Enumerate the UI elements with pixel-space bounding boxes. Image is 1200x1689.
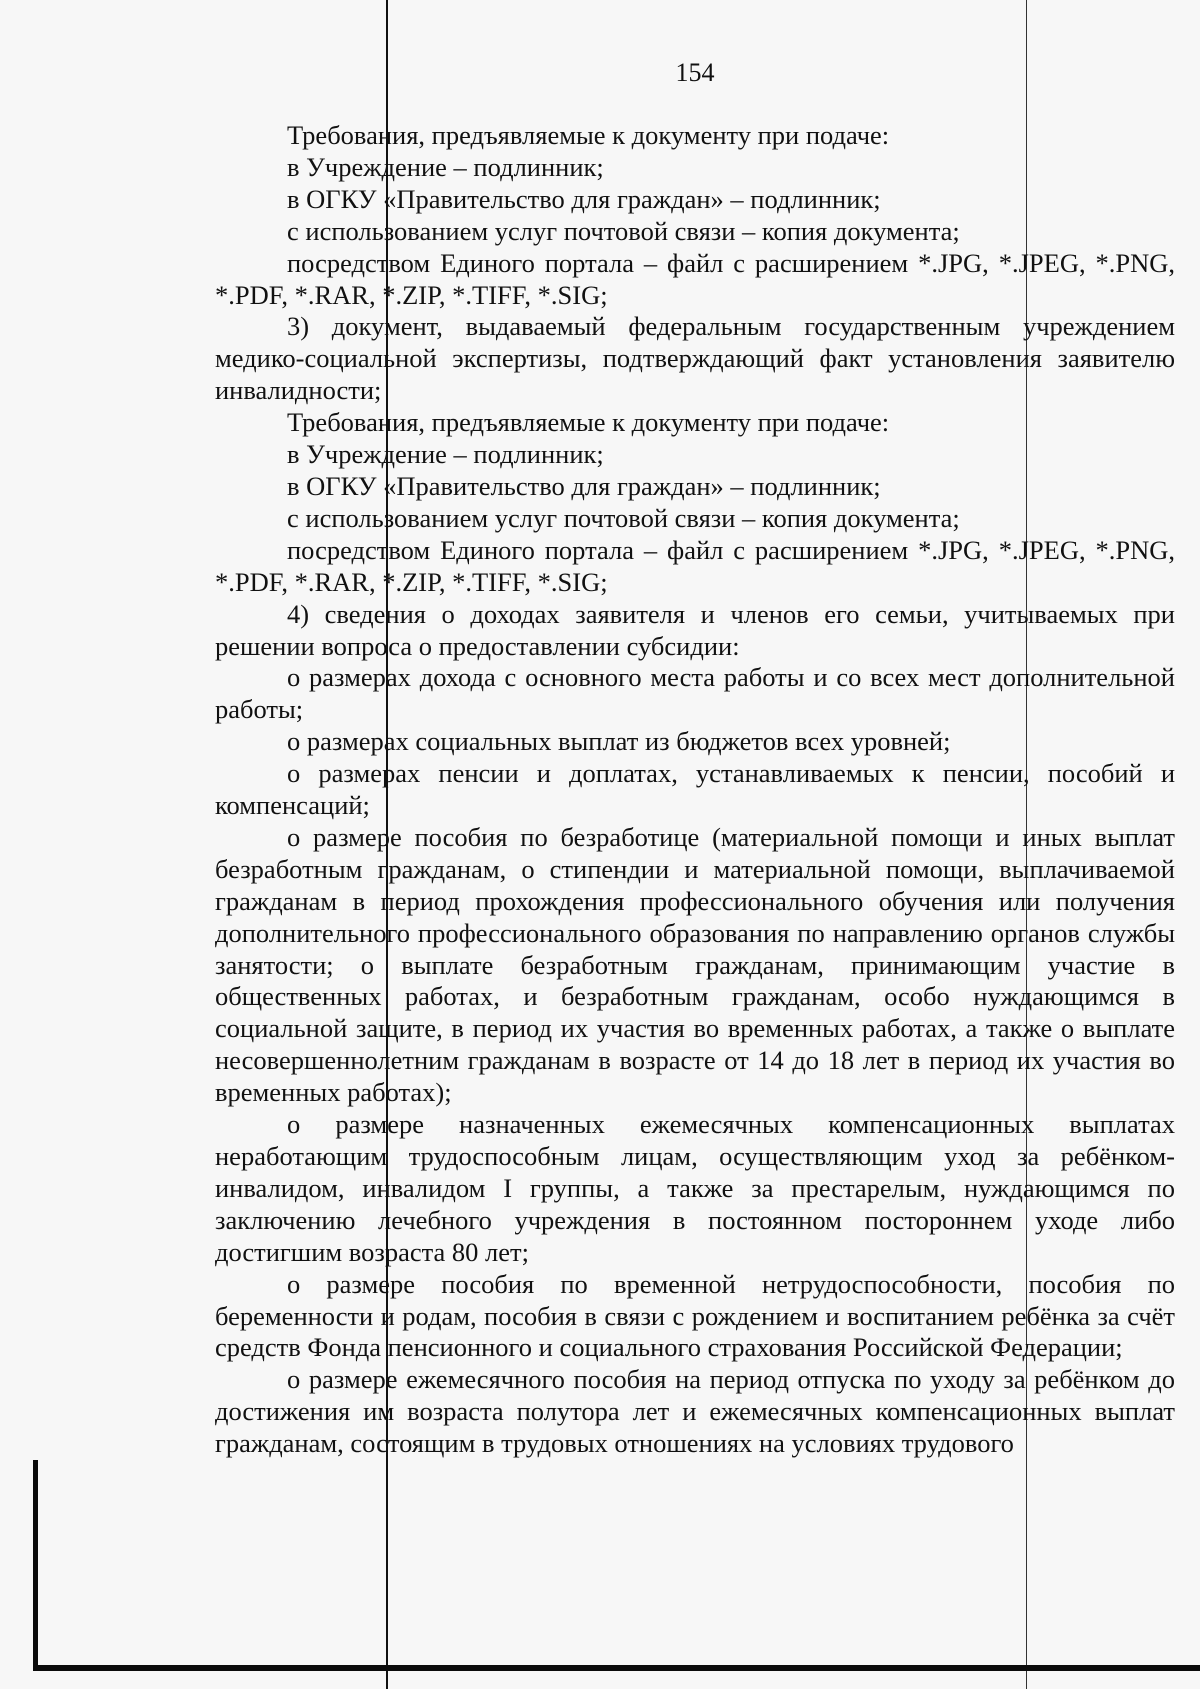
paragraph: о размерах пенсии и доплатах, устанавливаемых к пенсии, пособий и компенсаций; (215, 758, 1175, 821)
paragraph: в ОГКУ «Правительство для граждан» – подлинник; (287, 470, 881, 501)
paragraph: с использованием услуг почтовой связи – копия документа; (287, 502, 960, 533)
paragraph: о размере назначенных ежемесячных компенсационных выплатах неработающим трудоспособным лицам, осуществляющим уход за ребёнком-инвалидом, инвалидом I группы, а также за престарелым, нуждающимся по заключению лечебного учреждения в постоянном постороннем уходе либо достигшим возраста 80 лет; (215, 1109, 1175, 1267)
paragraph: о размере ежемесячного пособия на период отпуска по уходу за ребёнком до достижения им возраста полутора лет и ежемесячных компенсационных выплат гражданам, состоящим в трудовых отношениях на условиях трудового (215, 1364, 1175, 1459)
scan-artifact-left-edge (33, 1460, 38, 1671)
paragraph: в Учреждение – подлинник; (287, 151, 604, 182)
paragraph: в Учреждение – подлинник; (287, 439, 604, 470)
paragraph: о размере пособия по безработице (материальной помощи и иных выплат безработным гражданам, о стипендии и материальной помощи, выплачиваемой гражданам в период прохождения профессионального обучения или получения дополнительного профессионального образования по направлению органов службы занятости; о выплате безработным гражданам, принимающим участие в общественных работах, и безработным гражданам, особо нуждающимся в социальной защите, в период их участия во временных работах, а также о выплате несовершеннолетним гражданам в возрасте от 14 до 18 лет в период их участия во временных работах); (215, 821, 1175, 1108)
document-body (215, 120, 1175, 1460)
paragraph: о размерах дохода с основного места работы и со всех мест дополнительной работы; (215, 662, 1175, 725)
paragraph: посредством Единого портала – файл с расширением *.JPG, *.JPEG, *.PNG, *.PDF, *.RAR, *.ZIP, *.TIFF, *.SIG; (215, 247, 1175, 310)
paragraph: с использованием услуг почтовой связи – копия документа; (287, 215, 960, 246)
paragraph: Требования, предъявляемые к документу при подаче: (287, 407, 890, 438)
paragraph: в ОГКУ «Правительство для граждан» – подлинник; (287, 183, 881, 214)
paragraph: посредством Единого портала – файл с расширением *.JPG, *.JPEG, *.PNG, *.PDF, *.RAR, *.ZIP, *.TIFF, *.SIG; (215, 534, 1175, 597)
paragraph: о размере пособия по временной нетрудоспособности, пособия по беременности и родам, пособия в связи с рождением и воспитанием ребёнка за счёт средств Фонда пенсионного и социального страхования Российской Федерации; (215, 1268, 1175, 1363)
paragraph: 4) сведения о доходах заявителя и членов его семьи, учитываемых при решении вопроса о предоставлении субсидии: (215, 598, 1175, 661)
paragraph: Требования, предъявляемые к документу при подаче: (287, 120, 890, 150)
scan-artifact-bottom-edge (38, 1665, 1200, 1671)
paragraph: о размерах социальных выплат из бюджетов всех уровней; (287, 726, 951, 757)
page-number: 154 (675, 58, 715, 87)
paragraph: 3) документ, выдаваемый федеральным государственным учреждением медико-социальной экспертизы, подтверждающий факт установления заявителю инвалидности; (215, 311, 1175, 406)
